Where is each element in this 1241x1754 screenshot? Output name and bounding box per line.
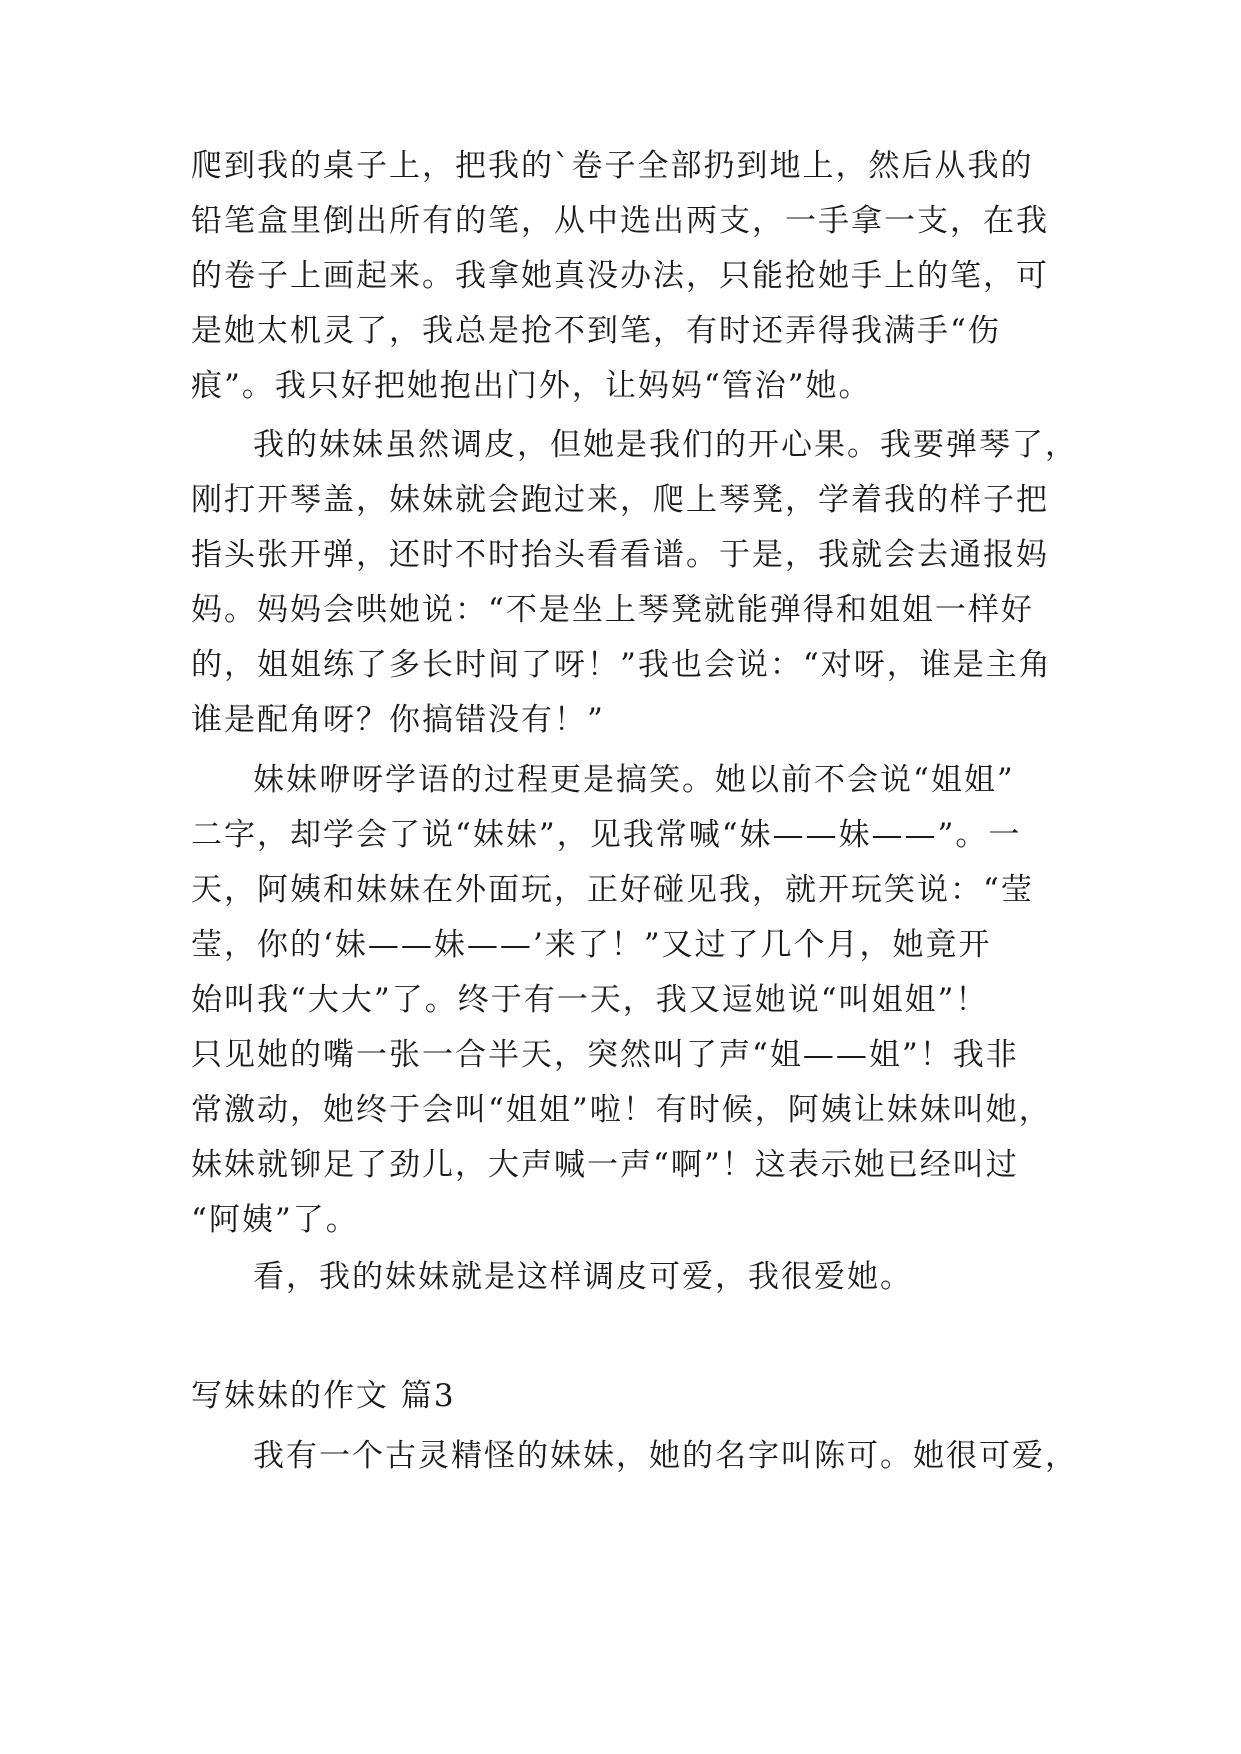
text-line: 的，姐姐练了多长时间了呀！”我也会说：“对呀，谁是主角 [191, 647, 1052, 683]
text-line: 是她太机灵了，我总是抢不到笔，有时还弄得我满手“伤 [191, 313, 1001, 349]
text-line: 的卷子上画起来。我拿她真没办法，只能抢她手上的笔，可 [191, 258, 1049, 294]
text-line: 看，我的妹妹就是这样调皮可爱，我很爱她。 [253, 1259, 913, 1295]
text-line: 莹，你的‘妹——妹——’来了！”又过了几个月，她竟开 [191, 927, 992, 963]
text-line: 指头张开弹，还时不时抬头看看谱。于是，我就会去通报妈 [191, 537, 1049, 573]
text-line: 刚打开琴盖，妹妹就会跑过来，爬上琴凳，学着我的样子把 [191, 482, 1049, 518]
text-line: 我有一个古灵精怪的妹妹，她的名字叫陈可。她很可爱， [253, 1438, 1078, 1474]
text-line: 只见她的嘴一张一合半天，突然叫了声“姐——姐”！我非 [191, 1037, 1019, 1073]
text-line: 常激动，她终于会叫“姐姐”啦！有时候，阿姨让妹妹叫她， [191, 1092, 1052, 1128]
text-line: 妹妹咿呀学语的过程更是搞笑。她以前不会说“姐姐” [253, 762, 1015, 798]
text-line: 谁是配角呀？你搞错没有！” [191, 702, 605, 738]
text-line: 痕”。我只好把她抱出门外，让妈妈“管治”她。 [191, 368, 872, 404]
text-line: 妈。妈妈会哄她说：“不是坐上琴凳就能弹得和姐姐一样好 [191, 592, 1034, 628]
text-line: “阿姨”了。 [191, 1202, 359, 1238]
text-line: 爬到我的桌子上，把我的`卷子全部扔到地上，然后从我的 [191, 148, 1034, 184]
text-line: 我的妹妹虽然调皮，但她是我们的开心果。我要弹琴了， [253, 427, 1078, 463]
text-line: 妹妹就铆足了劲儿，大声喊一声“啊”！这表示她已经叫过 [191, 1147, 1019, 1183]
text-line: 天，阿姨和妹妹在外面玩，正好碰见我，就开玩笑说：“莹 [191, 872, 1034, 908]
text-line: 铅笔盒里倒出所有的笔，从中选出两支，一手拿一支，在我 [191, 203, 1049, 239]
text-line: 始叫我“大大”了。终于有一天，我又逗她说“叫姐姐”！ [191, 982, 989, 1018]
text-line: 二字，却学会了说“妹妹”，见我常喊“妹——妹——”。一 [191, 817, 1022, 853]
section-heading: 写妹妹的作文 篇3 [191, 1378, 456, 1414]
